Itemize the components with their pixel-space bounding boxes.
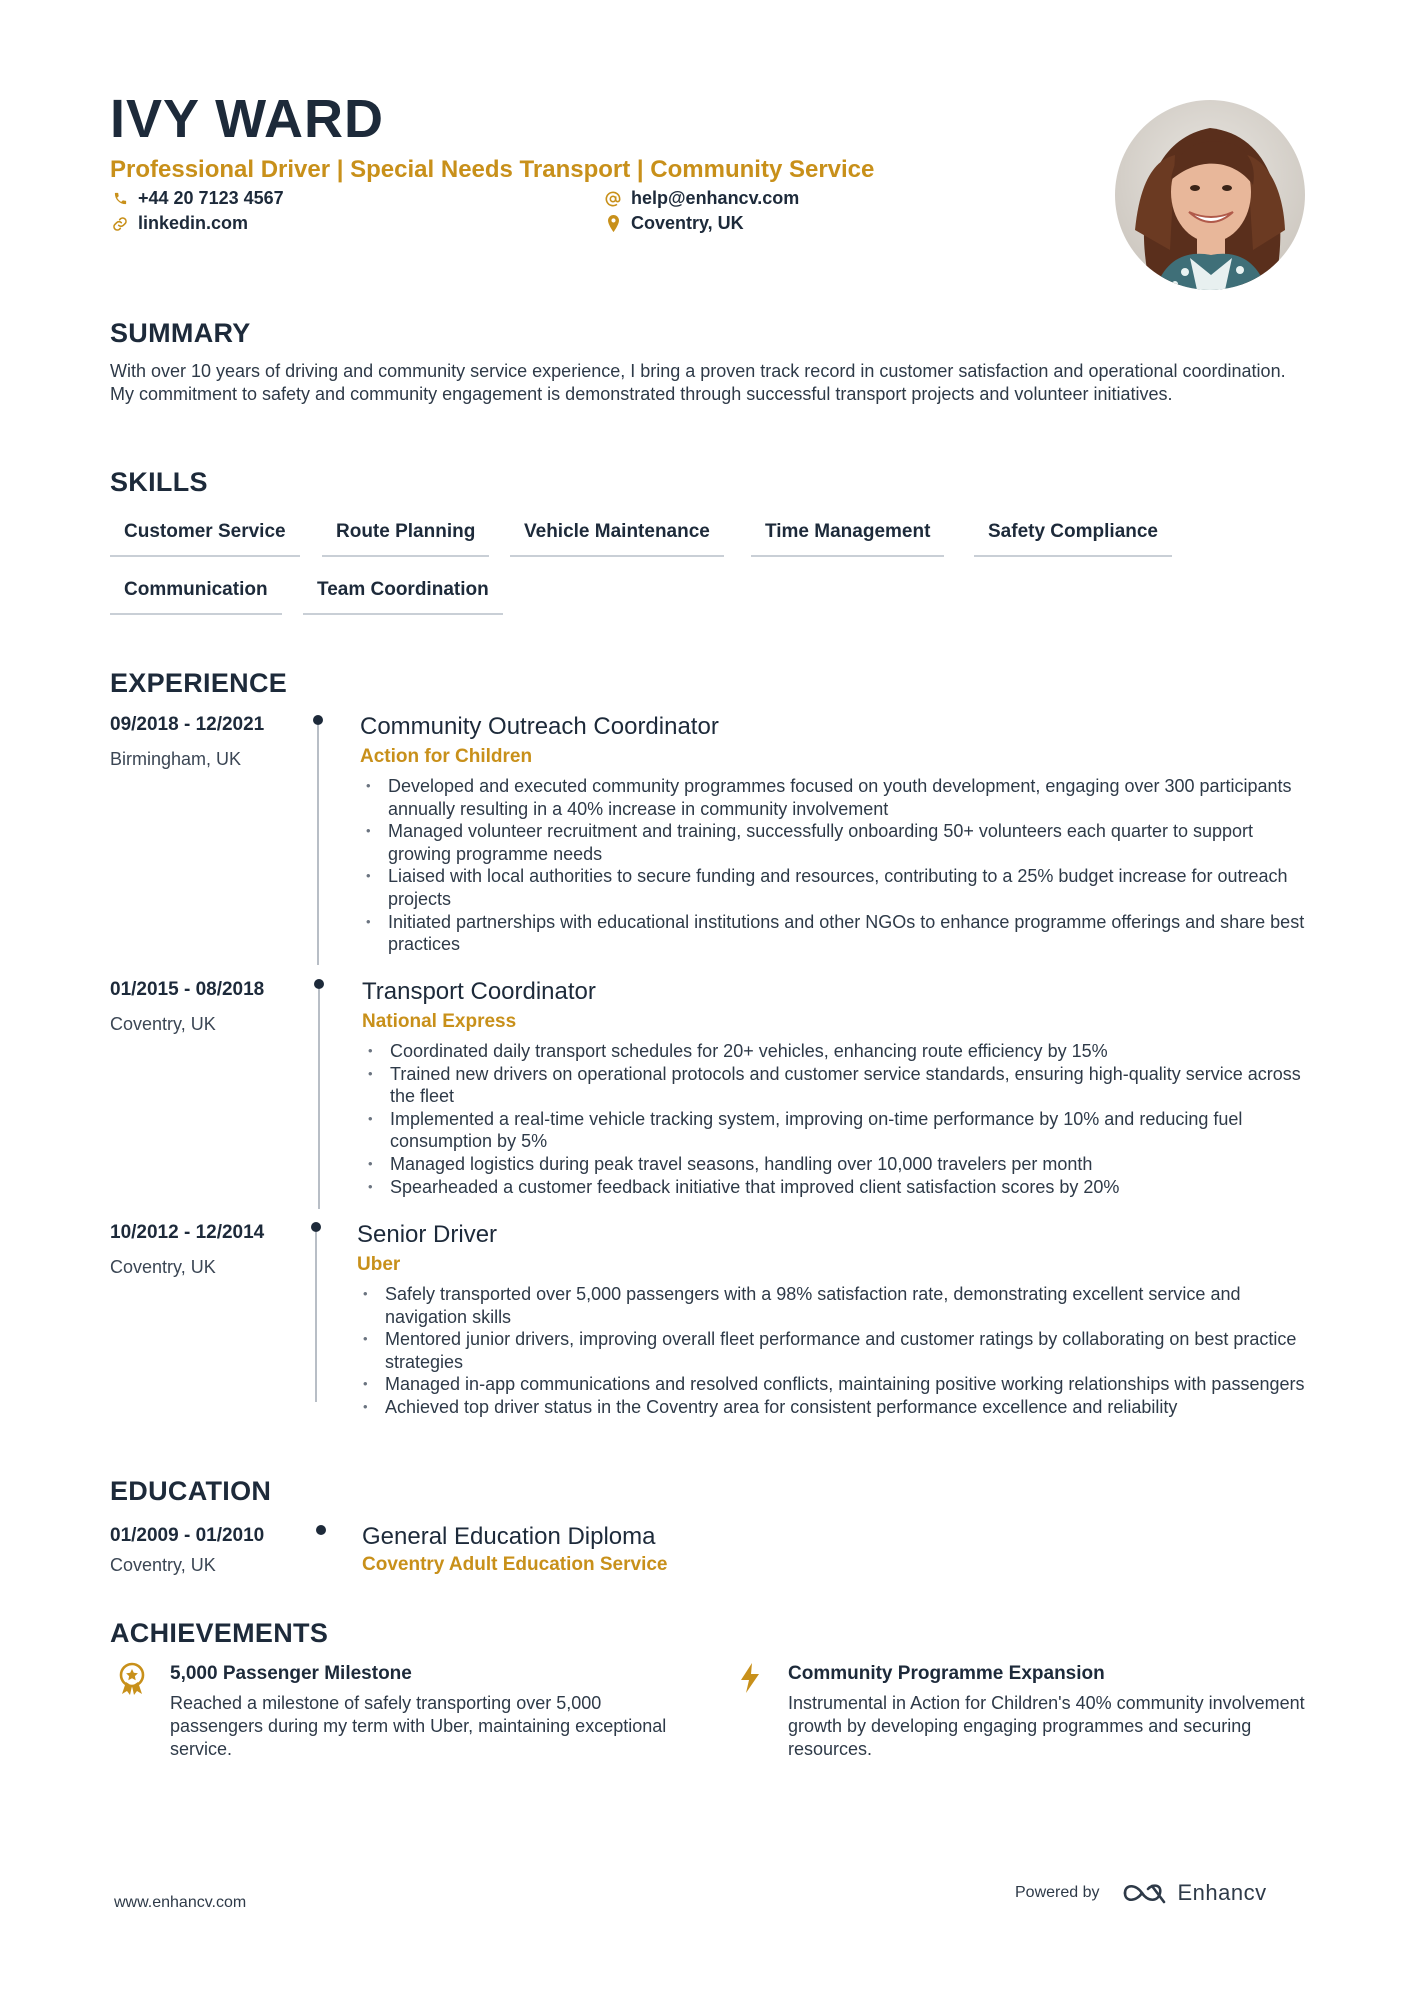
achievement-title: 5,000 Passenger Milestone bbox=[170, 1663, 412, 1684]
job-company: Action for Children bbox=[360, 746, 533, 767]
skill-tag: Time Management bbox=[751, 521, 944, 557]
job-location: Coventry, UK bbox=[110, 1257, 216, 1277]
experience-heading: EXPERIENCE bbox=[110, 668, 288, 698]
skill-tag: Route Planning bbox=[322, 521, 489, 557]
timeline-dot bbox=[311, 1222, 321, 1232]
job-dates: 10/2012 - 12/2014 bbox=[110, 1222, 265, 1243]
job-company: Uber bbox=[357, 1254, 401, 1275]
phone-icon bbox=[112, 191, 128, 207]
summary-heading: SUMMARY bbox=[110, 318, 251, 348]
enhancv-logo[interactable] bbox=[1122, 1880, 1267, 1906]
achievement-title: Community Programme Expansion bbox=[788, 1663, 1105, 1684]
job-title: Senior Driver bbox=[357, 1221, 498, 1248]
skill-tag: Safety Compliance bbox=[974, 521, 1172, 557]
phone-contact bbox=[112, 188, 284, 209]
map-pin-icon bbox=[605, 216, 621, 232]
linkedin-contact[interactable] bbox=[112, 213, 248, 234]
timeline-line bbox=[315, 1232, 317, 1402]
enhancv-brand-name: Enhancv bbox=[1177, 1880, 1267, 1905]
job-title: Transport Coordinator bbox=[362, 978, 596, 1005]
job-bullet: • Coordinated daily transport schedules for 20+ vehicles, enhancing route efficiency by 15% bbox=[362, 1040, 1312, 1063]
timeline-line bbox=[317, 725, 319, 965]
job-bullet: • Implemented a real-time vehicle tracking system, improving on-time performance by 10% and reducing fuel consumption by 5% bbox=[362, 1108, 1312, 1153]
job-location: Birmingham, UK bbox=[110, 749, 242, 769]
job-location: Coventry, UK bbox=[110, 1014, 216, 1034]
job-bullet: • Trained new drivers on operational protocols and customer service standards, ensuring high-quality service across the fleet bbox=[362, 1063, 1312, 1108]
timeline-line bbox=[318, 989, 320, 1209]
education-dates: 01/2009 - 01/2010 bbox=[110, 1525, 265, 1546]
location-contact bbox=[605, 213, 744, 234]
candidate-title: Professional Driver | Special Needs Transport | Community Service bbox=[110, 156, 875, 183]
job-bullet: • Mentored junior drivers, improving overall fleet performance and customer ratings by collaborating on best practice strategies bbox=[357, 1328, 1312, 1373]
education-location: Coventry, UK bbox=[110, 1555, 216, 1575]
summary-text: With over 10 years of driving and community service experience, I bring a proven track record in customer satisfaction and operational coordination. My commitment to safety and community engagement is demonstrated through successful transport projects and volunteer initiatives. bbox=[110, 361, 1286, 404]
skill-tag: Communication bbox=[110, 579, 282, 615]
footer-branding bbox=[1015, 1880, 1267, 1906]
job-bullet: • Spearheaded a customer feedback initiative that improved client satisfaction scores by 20% bbox=[362, 1176, 1312, 1199]
education-degree: General Education Diploma bbox=[362, 1523, 656, 1550]
skills-heading: SKILLS bbox=[110, 467, 208, 497]
linkedin-link[interactable]: linkedin.com bbox=[138, 213, 249, 233]
job-bullet: • Managed logistics during peak travel seasons, handling over 10,000 travelers per month bbox=[362, 1153, 1312, 1176]
achievement-description: Instrumental in Action for Children's 40% community involvement growth by developing engaging programmes and securing resources. bbox=[788, 1693, 1305, 1759]
skill-tag: Customer Service bbox=[110, 521, 300, 557]
email-contact[interactable] bbox=[605, 188, 799, 209]
profile-photo bbox=[1115, 100, 1305, 290]
job-company: National Express bbox=[362, 1011, 517, 1032]
job-bullet: • Managed volunteer recruitment and training, successfully onboarding 50+ volunteers each quarter to support growing programme needs bbox=[360, 820, 1310, 865]
job-dates: 09/2018 - 12/2021 bbox=[110, 714, 265, 735]
skill-tag: Vehicle Maintenance bbox=[510, 521, 724, 557]
job-dates: 01/2015 - 08/2018 bbox=[110, 979, 265, 1000]
achievement-description: Reached a milestone of safely transporting over 5,000 passengers during my term with Uber, maintaining exceptional service. bbox=[170, 1693, 667, 1759]
skill-tag: Team Coordination bbox=[303, 579, 503, 615]
achievements-heading: ACHIEVEMENTS bbox=[110, 1618, 329, 1648]
job-bullets bbox=[357, 1283, 1312, 1419]
powered-by-label: Powered by bbox=[1015, 1884, 1100, 1901]
education-heading: EDUCATION bbox=[110, 1476, 272, 1506]
education-school: Coventry Adult Education Service bbox=[362, 1554, 668, 1575]
timeline-dot bbox=[316, 1525, 326, 1535]
footer-website[interactable]: www.enhancv.com bbox=[114, 1894, 247, 1911]
enhancv-logo-icon bbox=[1122, 1880, 1168, 1906]
job-bullet: • Achieved top driver status in the Coventry area for consistent performance excellence and reliability bbox=[357, 1396, 1312, 1419]
job-bullets bbox=[360, 775, 1310, 956]
timeline-dot bbox=[314, 979, 324, 989]
job-title: Community Outreach Coordinator bbox=[360, 713, 719, 740]
job-bullet: • Developed and executed community programmes focused on youth development, engaging over 300 participants annually resulting in a 40% increase in community involvement bbox=[360, 775, 1310, 820]
job-bullets bbox=[362, 1040, 1312, 1198]
lightning-bolt-icon bbox=[738, 1662, 768, 1696]
award-medal-icon bbox=[117, 1662, 147, 1696]
job-bullet: • Safely transported over 5,000 passengers with a 98% satisfaction rate, demonstrating excellent service and navigation skills bbox=[357, 1283, 1312, 1328]
timeline-dot bbox=[313, 715, 323, 725]
job-bullet: • Liaised with local authorities to secure funding and resources, contributing to a 25% budget increase for outreach projects bbox=[360, 865, 1310, 910]
job-bullet: • Initiated partnerships with educational institutions and other NGOs to enhance programme offerings and share best practices bbox=[360, 911, 1310, 956]
location-text: Coventry, UK bbox=[631, 213, 744, 233]
phone-number: +44 20 7123 4567 bbox=[138, 188, 284, 208]
candidate-name: IVY WARD bbox=[110, 89, 385, 149]
at-sign-icon bbox=[605, 191, 621, 207]
link-icon bbox=[112, 216, 128, 232]
email-address[interactable]: help@enhancv.com bbox=[631, 188, 800, 208]
job-bullet: • Managed in-app communications and resolved conflicts, maintaining positive working relationships with passengers bbox=[357, 1373, 1312, 1396]
